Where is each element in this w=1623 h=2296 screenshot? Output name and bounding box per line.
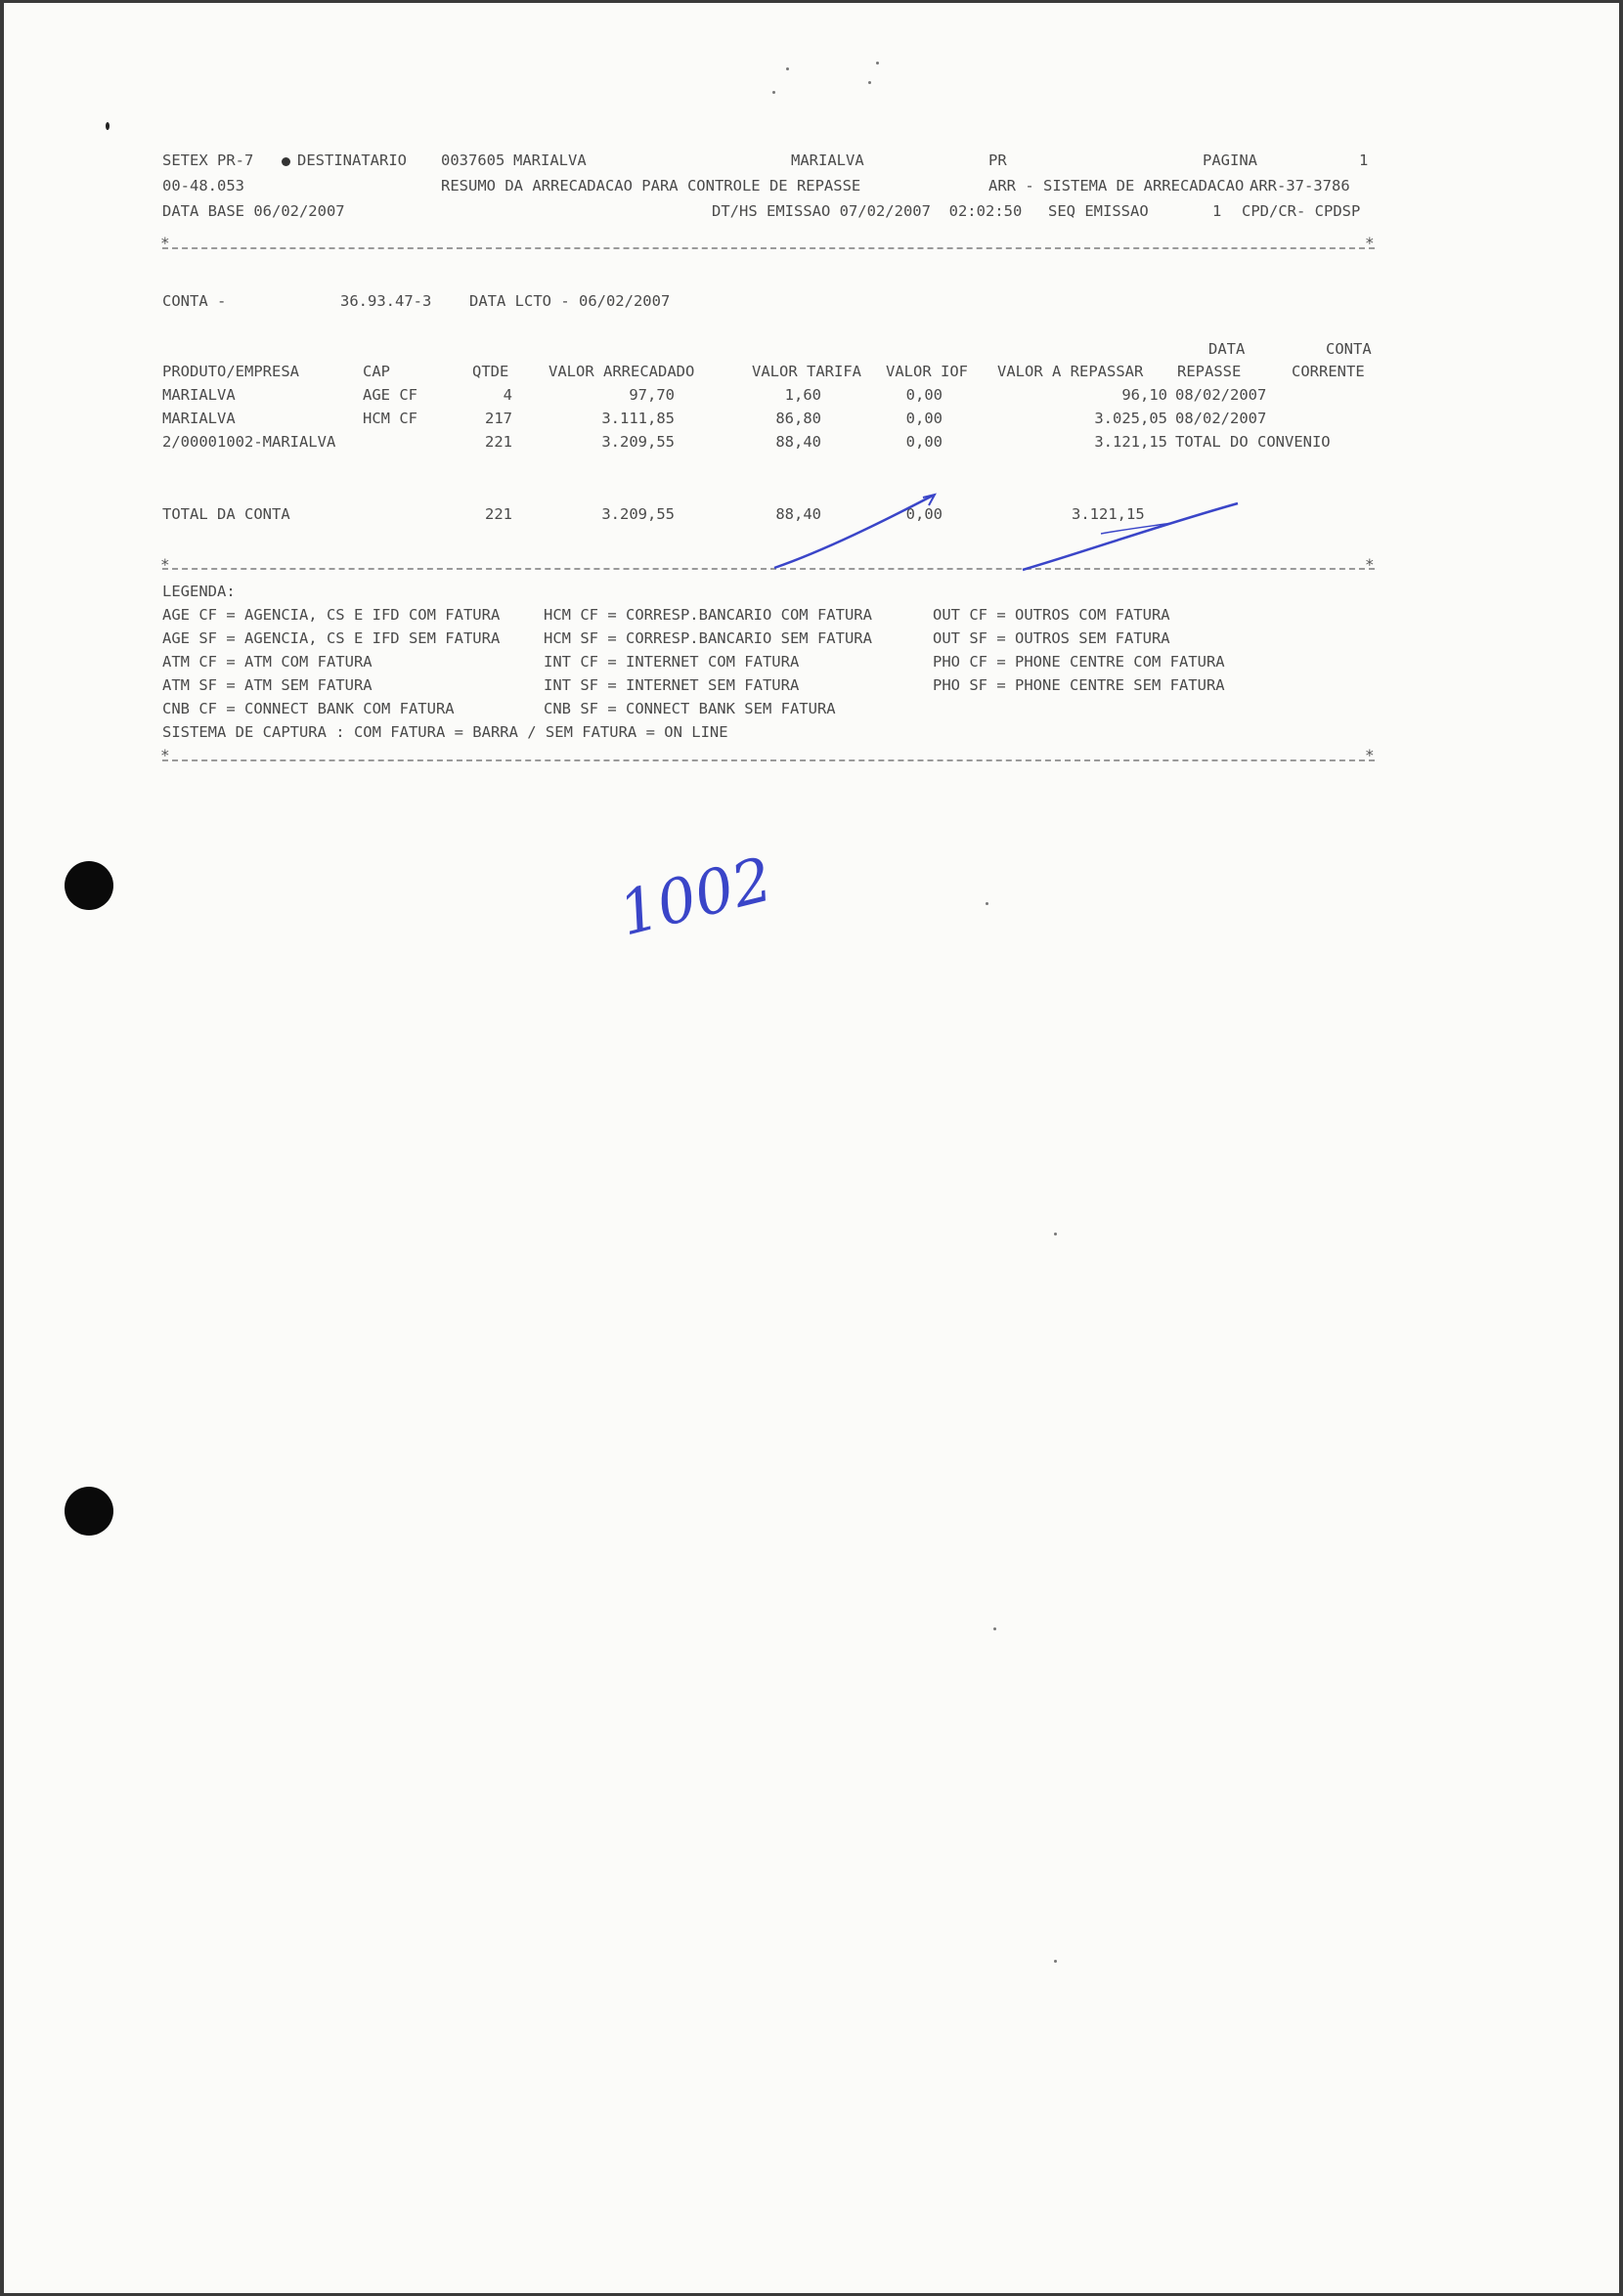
legenda-item: CNB CF = CONNECT BANK COM FATURA bbox=[162, 700, 455, 717]
legenda-item: AGE CF = AGENCIA, CS E IFD COM FATURA bbox=[162, 606, 501, 624]
row1-cap: AGE CF bbox=[363, 386, 417, 404]
header-produto: PRODUTO/EMPRESA bbox=[162, 363, 299, 380]
total-label: TOTAL DA CONTA bbox=[162, 505, 290, 523]
scan-speck bbox=[868, 81, 871, 84]
scan-speck bbox=[106, 122, 110, 130]
total-arrecadado: 3.209,55 bbox=[601, 505, 675, 523]
report-code: ARR-37-3786 bbox=[1250, 177, 1350, 195]
row1-iof: 0,00 bbox=[905, 386, 943, 404]
conta-number: 36.93.47-3 bbox=[340, 292, 432, 310]
total-iof: 0,00 bbox=[905, 505, 943, 523]
row1-arrecadado: 97,70 bbox=[629, 386, 675, 404]
legenda-item: ATM SF = ATM SEM FATURA bbox=[162, 676, 373, 694]
total-qtde: 221 bbox=[485, 505, 512, 523]
scan-speck bbox=[986, 902, 988, 905]
header-destinatario: DESTINATARIO bbox=[297, 152, 407, 169]
divider-star: * bbox=[1365, 234, 1375, 252]
row1-data: 08/02/2007 bbox=[1175, 386, 1267, 404]
row1-produto: MARIALVA bbox=[162, 386, 236, 404]
header-cap: CAP bbox=[363, 363, 390, 380]
row2-qtde: 217 bbox=[485, 410, 512, 427]
legenda-item: AGE SF = AGENCIA, CS E IFD SEM FATURA bbox=[162, 629, 501, 647]
row3-total-convenio: TOTAL DO CONVENIO bbox=[1175, 433, 1331, 451]
scan-speck bbox=[876, 62, 879, 65]
header-conta-bottom: CORRENTE bbox=[1292, 363, 1365, 380]
row2-data: 08/02/2007 bbox=[1175, 410, 1267, 427]
scanned-page bbox=[4, 3, 1619, 2293]
header-data-bottom: REPASSE bbox=[1177, 363, 1242, 380]
legenda-item: CNB SF = CONNECT BANK SEM FATURA bbox=[544, 700, 836, 717]
divider-star: * bbox=[160, 234, 170, 252]
row1-qtde: 4 bbox=[503, 386, 512, 404]
scan-speck bbox=[1054, 1233, 1057, 1235]
sistema-captura: SISTEMA DE CAPTURA : COM FATURA = BARRA / SEM FATURA = ON LINE bbox=[162, 723, 728, 741]
conta-label: CONTA - bbox=[162, 292, 227, 310]
header-valor-repassar: VALOR A REPASSAR bbox=[997, 363, 1144, 380]
legenda-item: PHO CF = PHONE CENTRE COM FATURA bbox=[933, 653, 1225, 671]
punch-hole bbox=[65, 861, 113, 910]
row3-qtde: 221 bbox=[485, 433, 512, 451]
legenda-item: INT SF = INTERNET SEM FATURA bbox=[544, 676, 800, 694]
seq-label: SEQ EMISSAO bbox=[1048, 202, 1149, 220]
row3-iof: 0,00 bbox=[905, 433, 943, 451]
scan-speck bbox=[772, 91, 775, 94]
header-valor-arrecadado: VALOR ARRECADADO bbox=[548, 363, 695, 380]
pen-stroke bbox=[1101, 523, 1172, 534]
header-name: MARIALVA bbox=[513, 152, 587, 169]
system-name: ARR - SISTEMA DE ARRECADACAO bbox=[988, 177, 1245, 195]
divider-star: * bbox=[160, 746, 170, 764]
row2-cap: HCM CF bbox=[363, 410, 417, 427]
row3-produto: 2/00001002-MARIALVA bbox=[162, 433, 336, 451]
cpd: CPD/CR- CPDSP bbox=[1242, 202, 1361, 220]
data-lcto: DATA LCTO - 06/02/2007 bbox=[469, 292, 671, 310]
header-city: MARIALVA bbox=[791, 152, 864, 169]
divider-star: * bbox=[160, 555, 170, 574]
handwritten-note: 1002 bbox=[611, 843, 779, 950]
header-pagina: 1 bbox=[1359, 152, 1369, 169]
report-title: RESUMO DA ARRECADACAO PARA CONTROLE DE REPASSE bbox=[441, 177, 861, 195]
emissao: DT/HS EMISSAO 07/02/2007 02:02:50 bbox=[712, 202, 1023, 220]
pen-stroke bbox=[1023, 503, 1238, 570]
row2-repassar: 3.025,05 bbox=[1094, 410, 1167, 427]
scan-speck bbox=[1054, 1960, 1057, 1963]
row2-iof: 0,00 bbox=[905, 410, 943, 427]
row2-arrecadado: 3.111,85 bbox=[601, 410, 675, 427]
row1-repassar: 96,10 bbox=[1121, 386, 1167, 404]
header-valor-tarifa: VALOR TARIFA bbox=[752, 363, 861, 380]
header-state: PR bbox=[988, 152, 1007, 169]
header-valor-iof: VALOR IOF bbox=[886, 363, 968, 380]
row3-repassar: 3.121,15 bbox=[1094, 433, 1167, 451]
header-code: 0037605 bbox=[441, 152, 505, 169]
legenda-item: OUT SF = OUTROS SEM FATURA bbox=[933, 629, 1170, 647]
pen-stroke bbox=[774, 496, 933, 568]
divider-star: * bbox=[1365, 555, 1375, 574]
divider-star: * bbox=[1365, 746, 1375, 764]
data-base: DATA BASE 06/02/2007 bbox=[162, 202, 345, 220]
header-ref: 00-48.053 bbox=[162, 177, 244, 195]
header-system: SETEX PR-7 bbox=[162, 152, 254, 169]
header-data-top: DATA bbox=[1208, 340, 1246, 358]
row1-tarifa: 1,60 bbox=[784, 386, 821, 404]
punch-hole bbox=[65, 1487, 113, 1536]
scan-speck bbox=[786, 67, 789, 70]
legenda-item: INT CF = INTERNET COM FATURA bbox=[544, 653, 800, 671]
row3-arrecadado: 3.209,55 bbox=[601, 433, 675, 451]
legenda-item: PHO SF = PHONE CENTRE SEM FATURA bbox=[933, 676, 1225, 694]
pen-marks bbox=[4, 3, 1619, 2293]
row2-produto: MARIALVA bbox=[162, 410, 236, 427]
header-conta-top: CONTA bbox=[1326, 340, 1372, 358]
total-tarifa: 88,40 bbox=[775, 505, 821, 523]
header-qtde: QTDE bbox=[472, 363, 509, 380]
seq-value: 1 bbox=[1212, 202, 1222, 220]
row2-tarifa: 86,80 bbox=[775, 410, 821, 427]
header-pagina-label: PAGINA bbox=[1203, 152, 1257, 169]
row3-tarifa: 88,40 bbox=[775, 433, 821, 451]
legenda-item: HCM CF = CORRESP.BANCARIO COM FATURA bbox=[544, 606, 872, 624]
legenda-item: OUT CF = OUTROS COM FATURA bbox=[933, 606, 1170, 624]
legenda-item: ATM CF = ATM COM FATURA bbox=[162, 653, 373, 671]
total-repassar: 3.121,15 bbox=[1072, 505, 1145, 523]
scan-speck bbox=[993, 1627, 996, 1630]
legenda-title: LEGENDA: bbox=[162, 583, 236, 600]
legenda-item: HCM SF = CORRESP.BANCARIO SEM FATURA bbox=[544, 629, 872, 647]
